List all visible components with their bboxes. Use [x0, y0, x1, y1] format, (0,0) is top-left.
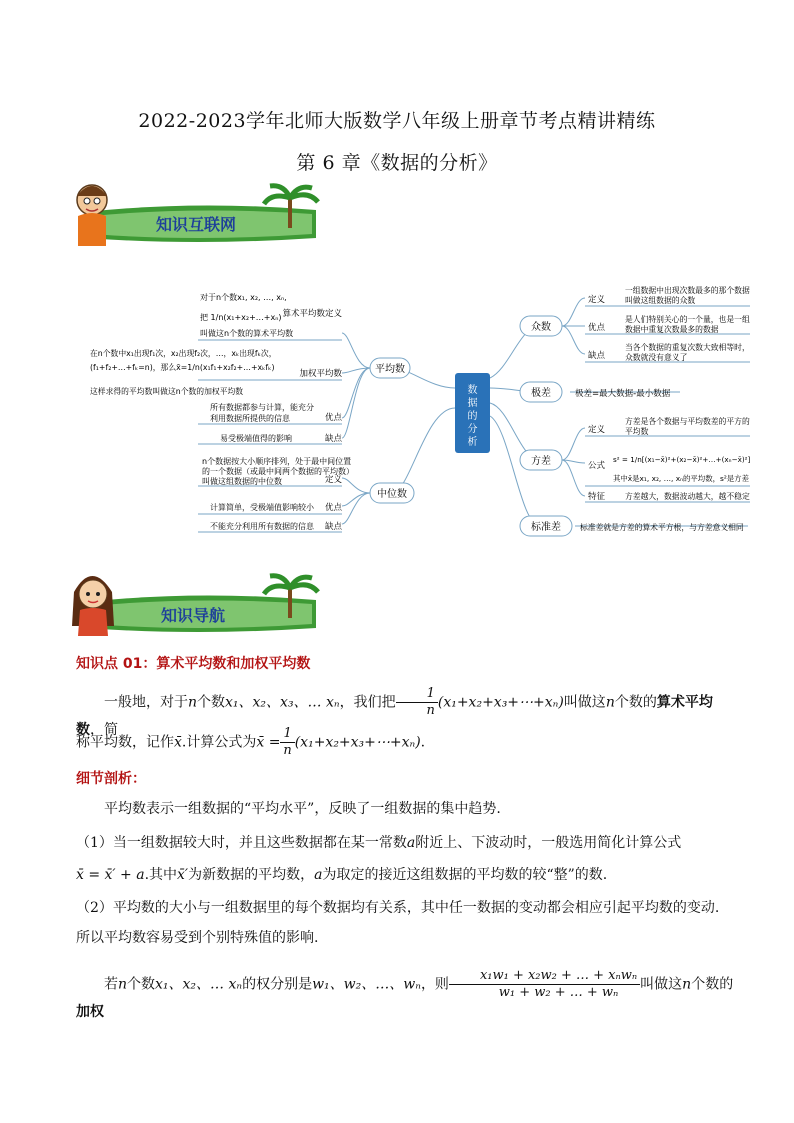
p2-fraction — [280, 726, 294, 759]
w-list: x₁、x₂、… xₙ — [155, 976, 243, 993]
variance-feature-label: 特征 — [588, 492, 606, 502]
median-def-line1: n个数据按大小顺序排列，处于最中间位置 — [202, 457, 352, 466]
mean-arith-line3: 叫做这n个数的算术平均数 — [200, 329, 294, 338]
d3-text-b: 为新数据的平均数， — [188, 867, 315, 883]
mean-adv-label: 优点 — [324, 413, 342, 423]
p1-bold-term: 算术平均数 — [76, 694, 713, 738]
mode-def-label: 定义 — [588, 295, 606, 305]
p2-text-b: .计算公式为 — [181, 734, 257, 751]
boy-cartoon-icon — [77, 185, 107, 246]
d2-var-a: a — [406, 835, 416, 851]
d2-text-a: （1）当一组数据较大时，并且这些数据都在某一常数 — [76, 835, 407, 851]
w-var-n2: n — [682, 976, 692, 993]
d3-text-a: .其中 — [144, 867, 178, 883]
w-text-b: 个数 — [127, 976, 156, 993]
mode-dis-line1: 当各个数据的重复次数大致相等时， — [625, 343, 750, 352]
p2-expr: (x₁+x₂+x₃+⋯+xₙ) — [294, 734, 421, 751]
median-dis-text: 不能充分利用所有数据的信息 — [210, 522, 314, 531]
mean-weighted-label: 加权平均数 — [299, 369, 342, 379]
knowledge-mindmap — [80, 278, 760, 553]
median-adv-label: 优点 — [324, 503, 342, 513]
mode-dis-line2: 众数就没有意义了 — [625, 353, 688, 362]
variance-def-line1: 方差是各个数据与平均数差的平方的 — [625, 417, 750, 426]
variance-formula-label: 公式 — [588, 461, 606, 471]
d3-var-a: a — [314, 867, 323, 883]
p1-fraction — [396, 686, 438, 719]
banner-network-text: 知识互联网 — [156, 215, 237, 234]
node-std-label: 标准差 — [531, 522, 561, 533]
mode-def-line2: 叫做这组数据的众数 — [625, 296, 696, 305]
d3-formula: x̄ = x̄′ + a — [76, 867, 145, 883]
w-text-a: 若 — [104, 976, 118, 993]
p2-xbar: x̄ — [174, 734, 182, 751]
document-title: 2022-2023学年北师大版数学八年级上册章节考点精讲精练 — [138, 110, 656, 132]
banner-knowledge-network — [66, 180, 328, 250]
detail-line-1: 平均数表示一组数据的“平均水平”，反映了一组数据的集中趋势. — [104, 801, 501, 817]
mode-adv-label: 优点 — [588, 323, 606, 333]
p1-text-d: 叫做这 — [563, 694, 606, 711]
banner-navigation-text: 知识导航 — [161, 606, 226, 625]
detail-line-5: 所以平均数容易受到个别特殊值的影响. — [76, 930, 319, 946]
w-text-c: 的权分别是 — [242, 976, 313, 993]
node-mode-label: 众数 — [531, 322, 551, 333]
std-text: 标准差就是方差的算术平方根，与方差意义相同 — [580, 523, 744, 532]
node-range-label: 极差 — [531, 388, 551, 399]
paragraph-weighted-mean — [76, 968, 736, 1023]
p1-frac-num: 1 — [396, 686, 438, 703]
p1-var-list: x₁、x₂、x₃、… xₙ — [225, 694, 340, 711]
p1-text-c: ，我们把 — [339, 694, 396, 711]
mean-weighted-line3: 这样求得的平均数叫做这n个数的加权平均数 — [90, 387, 244, 396]
w-text-e: 叫做这 — [640, 976, 683, 993]
p1-var-n2: n — [605, 694, 615, 711]
paragraph-mean-formula — [76, 726, 726, 759]
w-var-n: n — [118, 976, 128, 993]
p1-var-n: n — [188, 694, 198, 711]
variance-def-line2: 平均数 — [625, 427, 649, 436]
banner-knowledge-navigation — [66, 570, 328, 640]
mean-adv-line2: 利用数据所提供的信息 — [210, 414, 290, 423]
mean-arith-label: 算术平均数定义 — [282, 309, 342, 319]
range-text: 极差=最大数据-最小数据 — [575, 389, 671, 399]
mean-dis-text: 易受极端值得的影响 — [220, 434, 292, 443]
node-variance-label: 方差 — [531, 456, 551, 467]
p2-frac-num: 1 — [280, 726, 294, 743]
median-adv-text: 计算简单，受极端值影响较小 — [210, 503, 314, 512]
d2-text-b: 附近上、下波动时，一般选用简化计算公式 — [415, 835, 682, 851]
median-dis-label: 缺点 — [324, 522, 342, 532]
p2-text-c: . — [420, 734, 426, 751]
mean-weighted-line2: (f₁+f₂+…+fₖ=n)，那么x̄=1/n(x₁f₁+x₂f₂+…+xₖfₖ) — [90, 363, 275, 372]
node-mean-label: 平均数 — [375, 364, 405, 375]
p2-frac-den: n — [283, 743, 292, 758]
w-fraction — [449, 968, 640, 1001]
p1-text-e: 个数的 — [614, 694, 657, 711]
w-text-d: ，则 — [420, 976, 449, 993]
variance-feature-text: 方差越大，数据波动越大，越不稳定 — [625, 492, 750, 501]
w-weights: w₁、w₂、…、wₙ — [312, 976, 421, 993]
node-median-label: 中位数 — [377, 489, 407, 500]
variance-formula-line2: 其中x̄是x₁, x₂, …, xₙ的平均数，s²是方差 — [613, 474, 749, 483]
mode-dis-label: 缺点 — [588, 351, 606, 361]
d3-text-c: 为取定的接近这组数据的平均数的较“整”的数. — [322, 867, 608, 883]
mean-weighted-line1: 在n个数中x₁出现f₁次，x₂出现f₂次，…，xₖ出现fₖ次， — [90, 349, 277, 358]
mean-dis-label: 缺点 — [324, 434, 342, 444]
median-def-label: 定义 — [324, 475, 342, 485]
p1-text-f: ，简 — [90, 722, 118, 738]
p1-text-a: 一般地，对于 — [104, 694, 188, 711]
mode-adv-line2: 数据中重复次数最多的数据 — [625, 325, 719, 334]
detail-line-3 — [76, 864, 726, 886]
w-text-f: 个数的 — [691, 976, 734, 993]
p1-expr: (x₁+x₂+x₃+⋯+xₙ) — [437, 694, 564, 711]
p1-text-b: 个数 — [197, 694, 226, 711]
detail-line-2 — [76, 832, 726, 854]
mean-arith-line2: 把 1/n(x₁+x₂+…+xₙ) — [200, 313, 282, 322]
detail-analysis-title: 细节剖析： — [76, 771, 146, 787]
variance-formula-line1: s² = 1/n[(x₁−x̄)²+(x₂−x̄)²+…+(xₙ−x̄)²] — [613, 455, 751, 464]
knowledge-point-title: 知识点 01：算术平均数和加权平均数 — [76, 656, 311, 672]
median-def-line2: 的一个数据（或最中间两个数据的平均数） — [202, 467, 354, 476]
variance-def-label: 定义 — [588, 425, 606, 435]
w-frac-num: x₁w₁ + x₂w₂ + … + xₙwₙ — [449, 968, 640, 985]
detail-line-4: （2）平均数的大小与一组数据里的每个数据均有关系，其中任一数据的变动都会相应引起平均数的变动. — [76, 900, 720, 916]
p1-frac-den: n — [426, 703, 435, 718]
mode-adv-line1: 是人们特别关心的一个量，也是一组 — [625, 315, 750, 324]
mean-adv-line1: 所有数据都参与计算，能充分 — [210, 403, 314, 412]
chapter-title: 第 6 章《数据的分析》 — [296, 152, 498, 174]
mode-def-line1: 一组数据中出现次数最多的那个数据 — [625, 286, 750, 295]
w-frac-den: w₁ + w₂ + … + wₙ — [498, 985, 619, 1000]
d3-var: x̄′ — [177, 867, 189, 883]
w-bold-term: 加权 — [76, 1004, 104, 1020]
mean-arith-line1: 对于n个数x₁, x₂, …, xₙ, — [200, 293, 287, 302]
mindmap-center-label: 数据的分析 — [467, 385, 478, 448]
p2-text-a: 称平均数，记作 — [76, 734, 174, 751]
p2-eq: x̄ = — [256, 734, 281, 751]
median-def-line3: 叫做这组数据的中位数 — [202, 477, 282, 486]
